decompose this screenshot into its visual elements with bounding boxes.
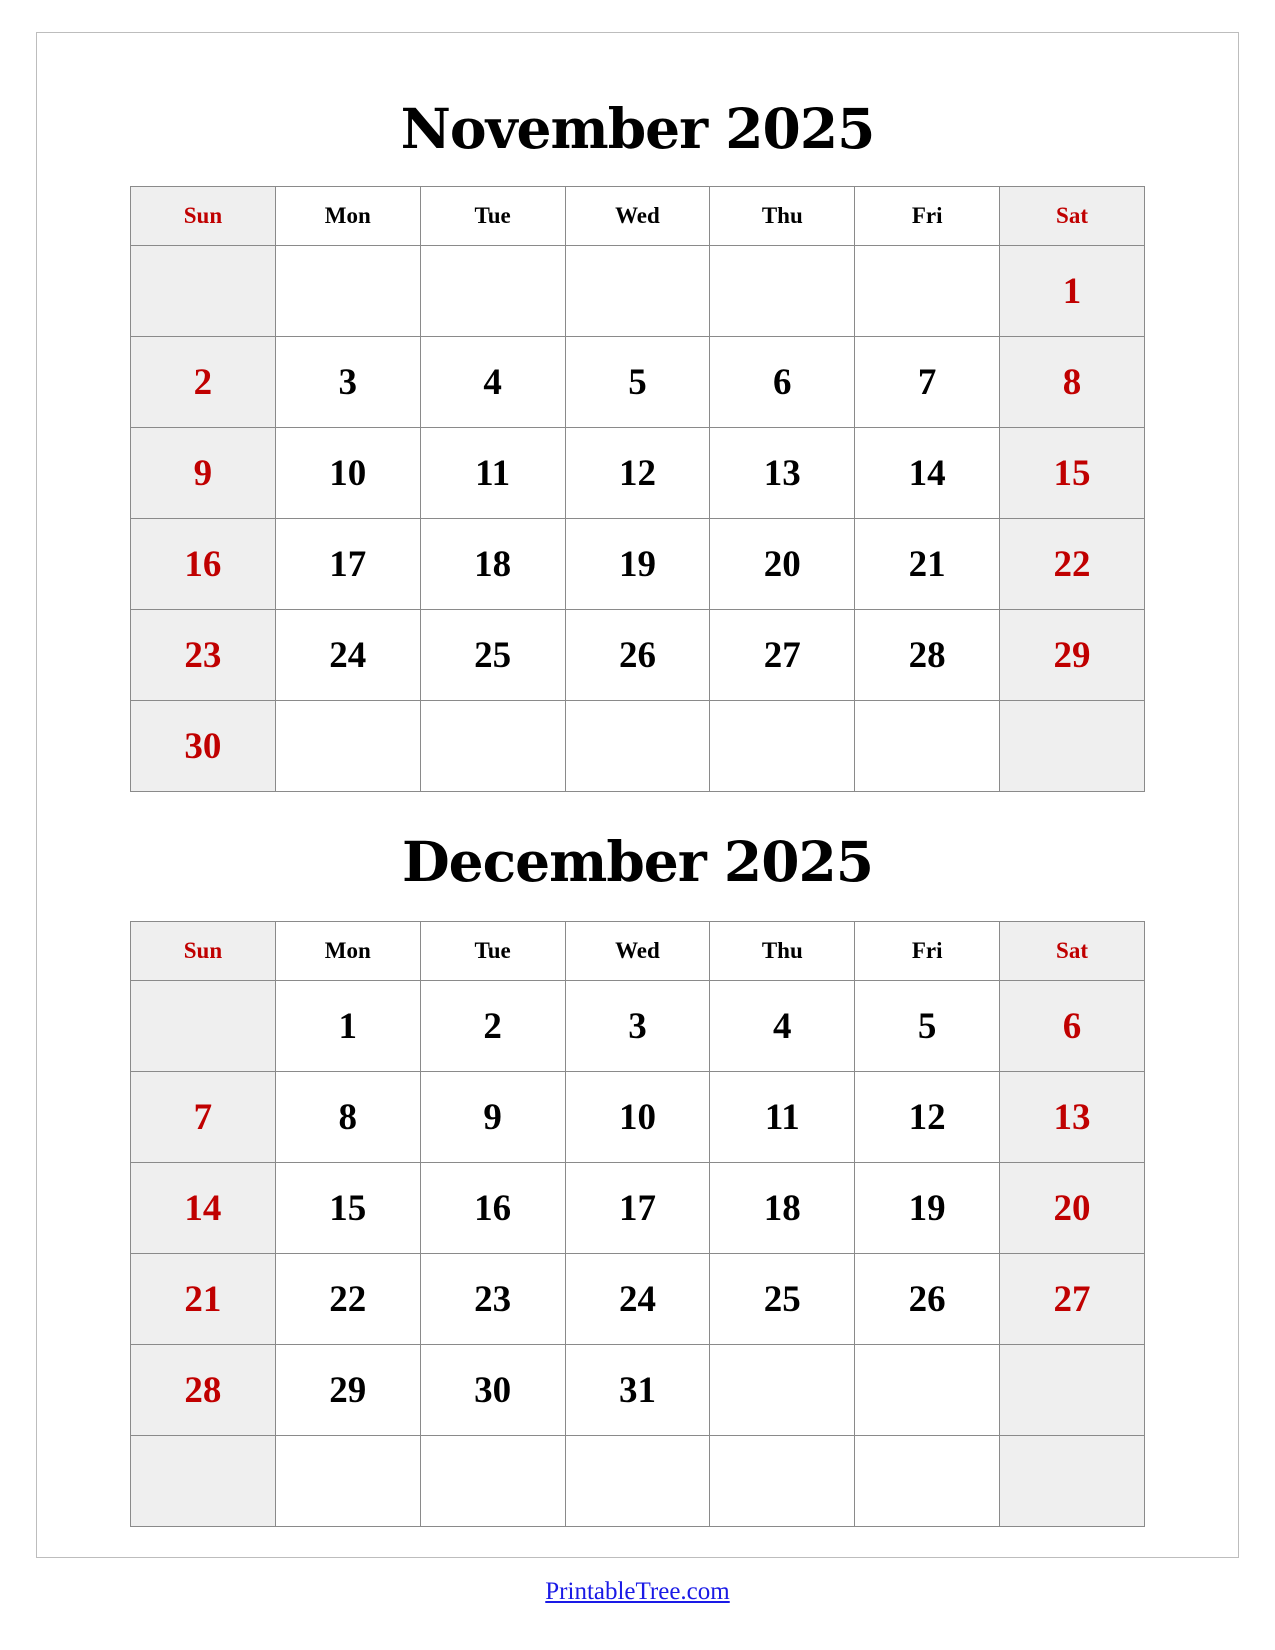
day-cell[interactable]: 24	[565, 1254, 710, 1345]
weekday-thu: Thu	[710, 187, 855, 246]
printabletree-link[interactable]: PrintableTree.com	[545, 1578, 730, 1605]
day-cell[interactable]: 14	[131, 1163, 276, 1254]
day-cell[interactable]: 23	[420, 1254, 565, 1345]
day-cell[interactable]	[131, 246, 276, 337]
day-cell[interactable]: 27	[710, 610, 855, 701]
weekday-sat: Sat	[1000, 187, 1145, 246]
day-cell[interactable]: 5	[855, 981, 1000, 1072]
day-cell[interactable]: 12	[855, 1072, 1000, 1163]
day-cell[interactable]: 17	[565, 1163, 710, 1254]
calendar-week-row	[131, 246, 1145, 337]
day-cell[interactable]: 16	[420, 1163, 565, 1254]
day-cell[interactable]: 29	[275, 1345, 420, 1436]
day-cell[interactable]	[855, 246, 1000, 337]
day-cell[interactable]: 1	[275, 981, 420, 1072]
day-cell[interactable]: 17	[275, 519, 420, 610]
month-block-november	[130, 33, 1145, 792]
weekday-fri: Fri	[855, 187, 1000, 246]
day-cell[interactable]: 11	[710, 1072, 855, 1163]
day-cell[interactable]: 25	[420, 610, 565, 701]
day-cell[interactable]	[565, 1436, 710, 1527]
day-cell[interactable]: 21	[855, 519, 1000, 610]
day-cell[interactable]	[710, 1345, 855, 1436]
day-cell[interactable]: 11	[420, 428, 565, 519]
day-cell[interactable]	[710, 701, 855, 792]
day-cell[interactable]	[710, 246, 855, 337]
weekday-thu: Thu	[710, 922, 855, 981]
day-cell[interactable]: 22	[275, 1254, 420, 1345]
day-cell[interactable]	[131, 1436, 276, 1527]
day-cell[interactable]	[855, 701, 1000, 792]
day-cell[interactable]	[855, 1345, 1000, 1436]
weekday-header-row	[131, 922, 1145, 981]
day-cell[interactable]: 31	[565, 1345, 710, 1436]
day-cell[interactable]	[420, 1436, 565, 1527]
day-cell[interactable]	[565, 701, 710, 792]
day-cell[interactable]: 26	[565, 610, 710, 701]
day-cell[interactable]: 5	[565, 337, 710, 428]
day-cell[interactable]: 8	[275, 1072, 420, 1163]
footer	[0, 1578, 1275, 1606]
day-cell[interactable]	[420, 701, 565, 792]
calendar-week-row	[131, 1345, 1145, 1436]
day-cell[interactable]	[420, 246, 565, 337]
day-cell[interactable]: 7	[131, 1072, 276, 1163]
day-cell[interactable]: 14	[855, 428, 1000, 519]
day-cell[interactable]: 30	[420, 1345, 565, 1436]
weekday-mon: Mon	[275, 922, 420, 981]
weekday-mon: Mon	[275, 187, 420, 246]
weekday-wed: Wed	[565, 187, 710, 246]
day-cell[interactable]: 6	[710, 337, 855, 428]
calendar-week-row	[131, 1072, 1145, 1163]
day-cell[interactable]: 4	[420, 337, 565, 428]
day-cell[interactable]	[1000, 1345, 1145, 1436]
day-cell[interactable]: 16	[131, 519, 276, 610]
day-cell[interactable]	[1000, 701, 1145, 792]
day-cell[interactable]: 13	[1000, 1072, 1145, 1163]
day-cell[interactable]: 15	[1000, 428, 1145, 519]
day-cell[interactable]: 30	[131, 701, 276, 792]
day-cell[interactable]	[275, 1436, 420, 1527]
day-cell[interactable]: 2	[131, 337, 276, 428]
day-cell[interactable]: 18	[420, 519, 565, 610]
day-cell[interactable]: 7	[855, 337, 1000, 428]
day-cell[interactable]	[275, 701, 420, 792]
day-cell[interactable]	[565, 246, 710, 337]
day-cell[interactable]: 12	[565, 428, 710, 519]
calendar-week-row	[131, 701, 1145, 792]
day-cell[interactable]: 28	[855, 610, 1000, 701]
month-block-december	[130, 792, 1145, 1527]
weekday-fri: Fri	[855, 922, 1000, 981]
calendar-table-november	[130, 186, 1145, 792]
day-cell[interactable]: 25	[710, 1254, 855, 1345]
calendar-week-row	[131, 1163, 1145, 1254]
day-cell[interactable]: 28	[131, 1345, 276, 1436]
day-cell[interactable]: 1	[1000, 246, 1145, 337]
calendar-page	[36, 32, 1239, 1558]
calendar-week-row	[131, 1254, 1145, 1345]
day-cell[interactable]	[710, 1436, 855, 1527]
weekday-wed: Wed	[565, 922, 710, 981]
day-cell[interactable]: 10	[275, 428, 420, 519]
day-cell[interactable]: 15	[275, 1163, 420, 1254]
day-cell[interactable]: 9	[420, 1072, 565, 1163]
day-cell[interactable]	[275, 246, 420, 337]
day-cell[interactable]: 10	[565, 1072, 710, 1163]
day-cell[interactable]: 26	[855, 1254, 1000, 1345]
weekday-tue: Tue	[420, 922, 565, 981]
weekday-sun: Sun	[131, 922, 276, 981]
day-cell[interactable]: 29	[1000, 610, 1145, 701]
month-title-november: November 2025	[400, 96, 875, 161]
day-cell[interactable]: 8	[1000, 337, 1145, 428]
calendar-week-row	[131, 337, 1145, 428]
calendar-week-row	[131, 519, 1145, 610]
day-cell[interactable]: 20	[1000, 1163, 1145, 1254]
day-cell[interactable]: 13	[710, 428, 855, 519]
day-cell[interactable]: 21	[131, 1254, 276, 1345]
calendar-table-december	[130, 921, 1145, 1527]
day-cell[interactable]: 3	[565, 981, 710, 1072]
day-cell[interactable]: 19	[565, 519, 710, 610]
calendar-week-row	[131, 610, 1145, 701]
day-cell[interactable]: 6	[1000, 981, 1145, 1072]
weekday-sat: Sat	[1000, 922, 1145, 981]
day-cell[interactable]	[131, 981, 276, 1072]
weekday-header-row	[131, 187, 1145, 246]
day-cell[interactable]: 22	[1000, 519, 1145, 610]
day-cell[interactable]: 4	[710, 981, 855, 1072]
day-cell[interactable]	[855, 1436, 1000, 1527]
day-cell[interactable]: 2	[420, 981, 565, 1072]
day-cell[interactable]: 9	[131, 428, 276, 519]
day-cell[interactable]: 24	[275, 610, 420, 701]
day-cell[interactable]: 27	[1000, 1254, 1145, 1345]
day-cell[interactable]: 20	[710, 519, 855, 610]
month-title-december: December 2025	[401, 829, 874, 894]
day-cell[interactable]: 3	[275, 337, 420, 428]
day-cell[interactable]	[1000, 1436, 1145, 1527]
day-cell[interactable]: 23	[131, 610, 276, 701]
calendar-week-row	[131, 981, 1145, 1072]
day-cell[interactable]: 18	[710, 1163, 855, 1254]
weekday-tue: Tue	[420, 187, 565, 246]
calendar-week-row	[131, 428, 1145, 519]
weekday-sun: Sun	[131, 187, 276, 246]
day-cell[interactable]: 19	[855, 1163, 1000, 1254]
calendar-week-row	[131, 1436, 1145, 1527]
